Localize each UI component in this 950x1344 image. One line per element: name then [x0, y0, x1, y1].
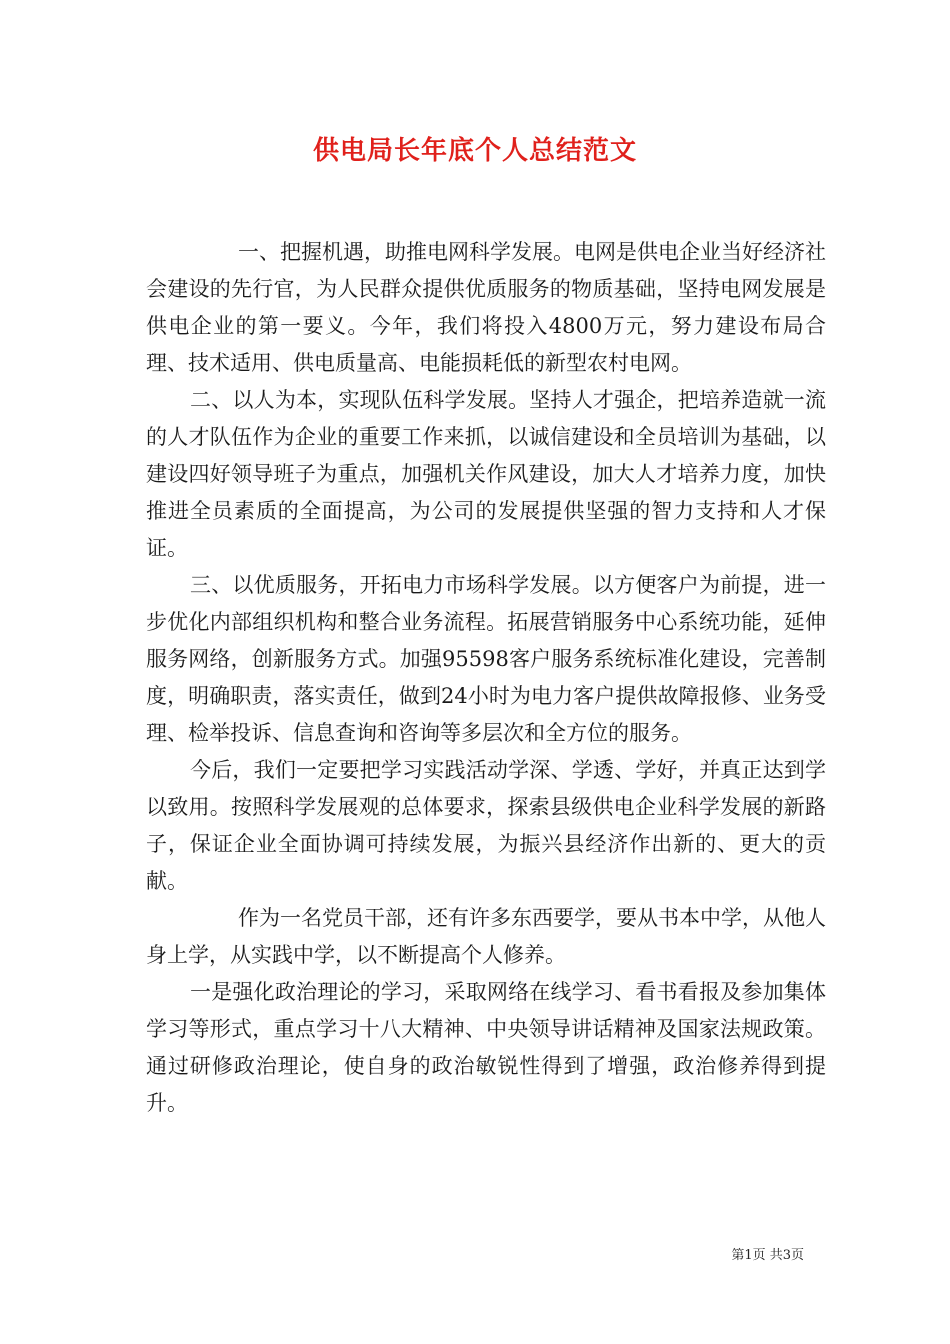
paragraph-3: 三、以优质服务，开拓电力市场科学发展。以方便客户为前提，进一步优化内部组织机构和整合业务流程。拓展营销服务中心系统功能，延伸服务网络，创新服务方式。加强95598客户服务系统标准化建设，完善制度，明确职责，落实责任，做到24小时为电力客户提供故障报修、业务受理、检举投诉、信息查询和咨询等多层次和全方位的服务。 — [146, 573, 826, 745]
page-number-footer: 第1页 共3页 — [731, 1248, 804, 1263]
document-body — [146, 234, 826, 1122]
paragraph-1: 一、把握机遇，助推电网科学发展。电网是供电企业当好经济社会建设的先行官，为人民群众提供优质服务的物质基础，坚持电网发展是供电企业的第一要义。今年，我们将投入4800万元，努力建设布局合理、技术适用、供电质量高、电能损耗低的新型农村电网。 — [146, 240, 826, 375]
paragraph-6: 一是强化政治理论的学习，采取网络在线学习、看书看报及参加集体学习等形式，重点学习十八大精神、中央领导讲话精神及国家法规政策。通过研修政治理论，使自身的政治敏锐性得到了增强，政治修养得到提升。 — [146, 980, 826, 1115]
document-title: 供电局长年底个人总结范文 — [312, 136, 637, 166]
paragraph-4: 今后，我们一定要把学习实践活动学深、学透、学好，并真正达到学以致用。按照科学发展观的总体要求，探索县级供电企业科学发展的新路子，保证企业全面协调可持续发展，为振兴县经济作出新的、更大的贡献。 — [146, 758, 826, 893]
paragraph-2: 二、以人为本，实现队伍科学发展。坚持人才强企，把培养造就一流的人才队伍作为企业的重要工作来抓，以诚信建设和全员培训为基础，以建设四好领导班子为重点，加强机关作风建设，加大人才培养力度，加快推进全员素质的全面提高，为公司的发展提供坚强的智力支持和人才保证。 — [146, 388, 826, 560]
paragraph-5: 作为一名党员干部，还有许多东西要学，要从书本中学，从他人身上学，从实践中学，以不断提高个人修养。 — [146, 906, 826, 967]
